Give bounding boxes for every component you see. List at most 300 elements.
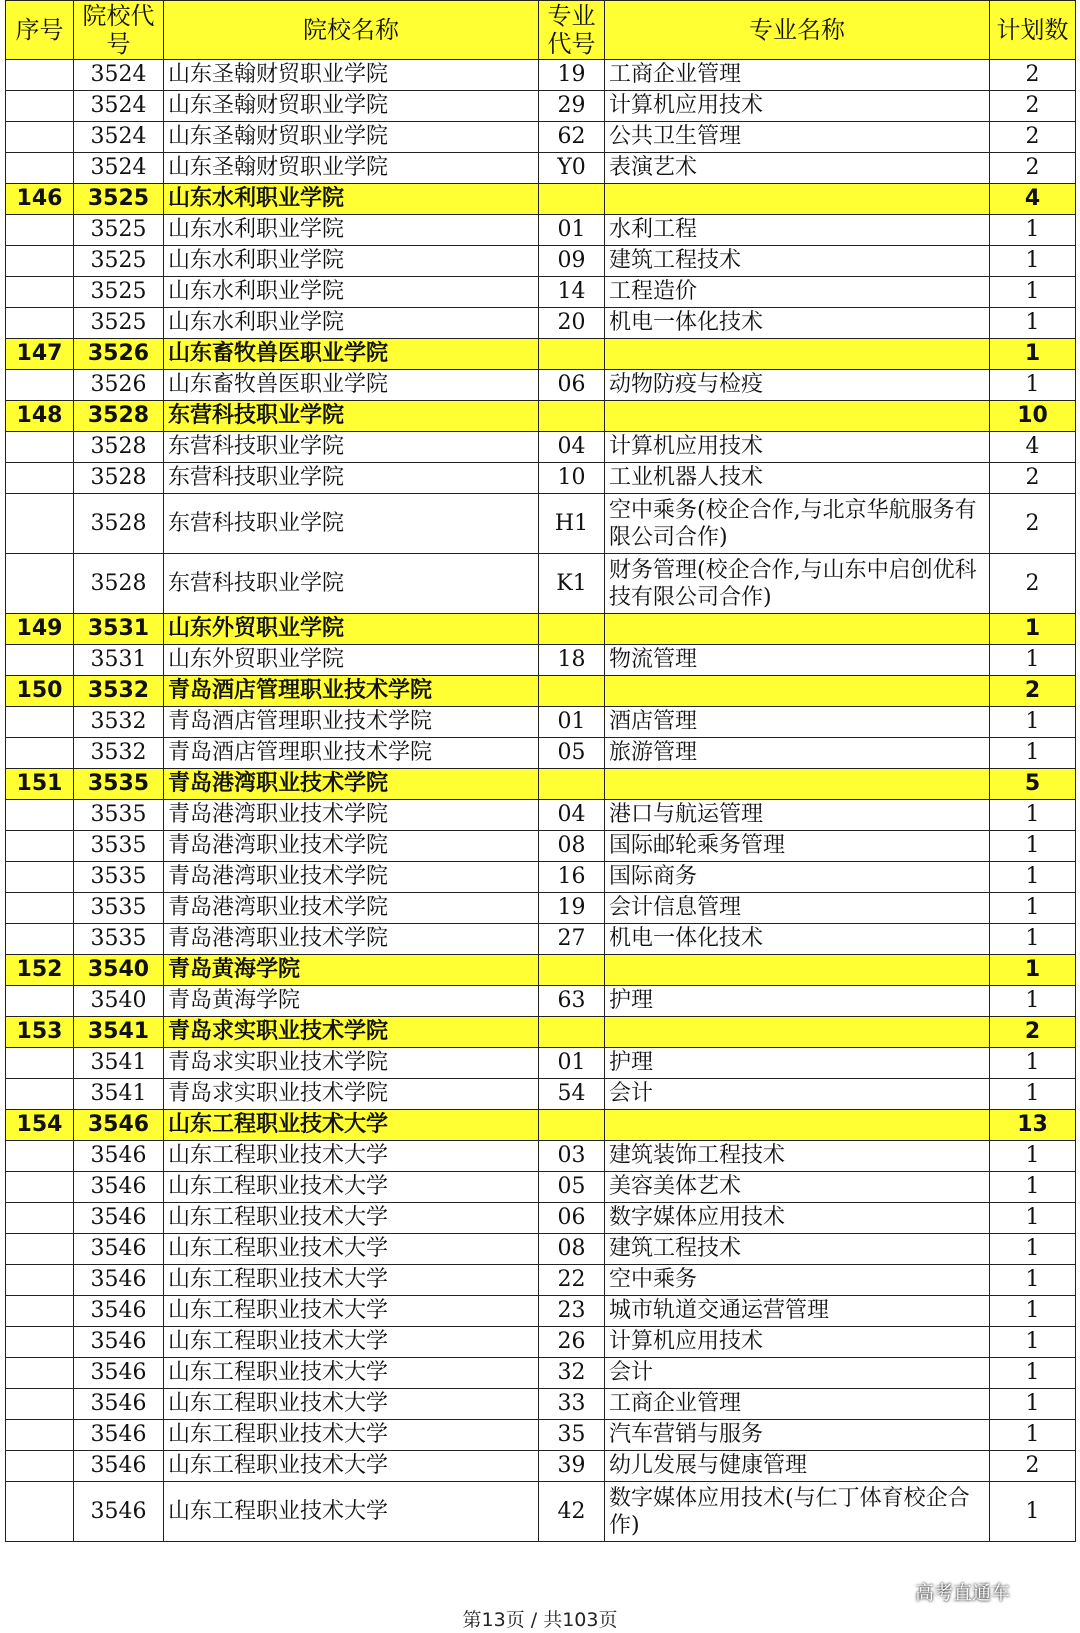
- school-code: 3546: [74, 1234, 164, 1265]
- major-name: 旅游管理: [605, 738, 990, 769]
- school-code: 3546: [74, 1327, 164, 1358]
- seq-empty: [6, 1172, 74, 1203]
- group-major-name-empty: [605, 184, 990, 215]
- major-name: 物流管理: [605, 645, 990, 676]
- school-name: 东营科技职业学院: [164, 432, 539, 463]
- school-name: 山东工程职业技术大学: [164, 1296, 539, 1327]
- enrollment-plan-sheet: [5, 0, 1075, 1542]
- plan-count: 1: [990, 645, 1076, 676]
- plan-count: 2: [990, 463, 1076, 494]
- plan-count: 1: [990, 1234, 1076, 1265]
- plan-count: 1: [990, 1327, 1076, 1358]
- major-code: 20: [539, 308, 605, 339]
- major-name: 护理: [605, 986, 990, 1017]
- school-name: 东营科技职业学院: [164, 463, 539, 494]
- school-code: 3531: [74, 645, 164, 676]
- seq-empty: [6, 554, 74, 614]
- major-name: 空中乘务(校企合作,与北京华航服务有限公司合作): [605, 494, 990, 554]
- seq-empty: [6, 463, 74, 494]
- school-name: 青岛港湾职业技术学院: [164, 893, 539, 924]
- major-name: 水利工程: [605, 215, 990, 246]
- major-row: [6, 707, 1076, 738]
- plan-count: 1: [990, 1172, 1076, 1203]
- plan-count: 1: [990, 1141, 1076, 1172]
- plan-count: 4: [990, 432, 1076, 463]
- major-name: 美容美体艺术: [605, 1172, 990, 1203]
- major-row: [6, 1389, 1076, 1420]
- major-name: 建筑工程技术: [605, 246, 990, 277]
- school-code: 3526: [74, 370, 164, 401]
- major-row: [6, 1203, 1076, 1234]
- school-code: 3524: [74, 122, 164, 153]
- major-code: 09: [539, 246, 605, 277]
- school-code: 3532: [74, 707, 164, 738]
- major-name: 工商企业管理: [605, 1389, 990, 1420]
- major-name: 建筑工程技术: [605, 1234, 990, 1265]
- major-code: 29: [539, 91, 605, 122]
- major-row: [6, 1451, 1076, 1482]
- seq-empty: [6, 1451, 74, 1482]
- school-name: 山东工程职业技术大学: [164, 1265, 539, 1296]
- school-name: 青岛港湾职业技术学院: [164, 862, 539, 893]
- seq-empty: [6, 494, 74, 554]
- major-code: K1: [539, 554, 605, 614]
- group-school-name: 山东水利职业学院: [164, 184, 539, 215]
- school-name: 山东工程职业技术大学: [164, 1327, 539, 1358]
- plan-count: 1: [990, 1358, 1076, 1389]
- major-code: 35: [539, 1420, 605, 1451]
- school-code: 3546: [74, 1141, 164, 1172]
- seq-empty: [6, 1234, 74, 1265]
- seq-empty: [6, 246, 74, 277]
- major-name: 国际商务: [605, 862, 990, 893]
- school-code: 3525: [74, 215, 164, 246]
- group-school-name: 青岛黄海学院: [164, 955, 539, 986]
- major-name: 数字媒体应用技术: [605, 1203, 990, 1234]
- plan-count: 1: [990, 707, 1076, 738]
- major-code: Y0: [539, 153, 605, 184]
- major-row: [6, 122, 1076, 153]
- major-name: 机电一体化技术: [605, 924, 990, 955]
- group-school-name: 山东外贸职业学院: [164, 614, 539, 645]
- seq-empty: [6, 432, 74, 463]
- group-school-code: 3532: [74, 676, 164, 707]
- plan-count: 2: [990, 554, 1076, 614]
- major-row: [6, 1265, 1076, 1296]
- group-plan-total: 1: [990, 955, 1076, 986]
- major-row: [6, 645, 1076, 676]
- school-code: 3535: [74, 800, 164, 831]
- major-name: 会计信息管理: [605, 893, 990, 924]
- school-code: 3528: [74, 432, 164, 463]
- school-name: 山东水利职业学院: [164, 215, 539, 246]
- group-school-code: 3546: [74, 1110, 164, 1141]
- plan-count: 1: [990, 738, 1076, 769]
- plan-count: 2: [990, 494, 1076, 554]
- plan-count: 1: [990, 893, 1076, 924]
- major-row: [6, 463, 1076, 494]
- school-code: 3541: [74, 1048, 164, 1079]
- group-major-code-empty: [539, 676, 605, 707]
- group-school-code: 3531: [74, 614, 164, 645]
- major-row: [6, 831, 1076, 862]
- major-code: 18: [539, 645, 605, 676]
- major-name: 机电一体化技术: [605, 308, 990, 339]
- major-name: 工商企业管理: [605, 60, 990, 91]
- seq-empty: [6, 707, 74, 738]
- group-seq: 147: [6, 339, 74, 370]
- group-school-code: 3528: [74, 401, 164, 432]
- major-row: [6, 800, 1076, 831]
- school-name: 青岛求实职业技术学院: [164, 1079, 539, 1110]
- major-code: 39: [539, 1451, 605, 1482]
- group-major-name-empty: [605, 614, 990, 645]
- group-major-code-empty: [539, 401, 605, 432]
- seq-empty: [6, 277, 74, 308]
- group-plan-total: 13: [990, 1110, 1076, 1141]
- seq-empty: [6, 370, 74, 401]
- major-row: [6, 1141, 1076, 1172]
- school-name: 山东圣翰财贸职业学院: [164, 60, 539, 91]
- school-code: 3541: [74, 1079, 164, 1110]
- major-row: [6, 432, 1076, 463]
- major-row: [6, 862, 1076, 893]
- major-row: [6, 494, 1076, 554]
- seq-empty: [6, 924, 74, 955]
- school-code: 3525: [74, 308, 164, 339]
- school-name: 山东水利职业学院: [164, 308, 539, 339]
- group-school-code: 3525: [74, 184, 164, 215]
- school-name: 山东畜牧兽医职业学院: [164, 370, 539, 401]
- major-row: [6, 1079, 1076, 1110]
- major-code: 54: [539, 1079, 605, 1110]
- school-code: 3546: [74, 1451, 164, 1482]
- major-name: 计算机应用技术: [605, 432, 990, 463]
- school-name: 青岛港湾职业技术学院: [164, 924, 539, 955]
- group-major-code-empty: [539, 614, 605, 645]
- group-plan-total: 1: [990, 614, 1076, 645]
- major-row: [6, 554, 1076, 614]
- plan-count: 1: [990, 246, 1076, 277]
- school-name: 山东圣翰财贸职业学院: [164, 91, 539, 122]
- plan-count: 1: [990, 1389, 1076, 1420]
- seq-empty: [6, 831, 74, 862]
- school-code: 3532: [74, 738, 164, 769]
- plan-count: 1: [990, 862, 1076, 893]
- plan-count: 1: [990, 1079, 1076, 1110]
- seq-empty: [6, 738, 74, 769]
- seq-empty: [6, 893, 74, 924]
- major-code: 26: [539, 1327, 605, 1358]
- major-row: [6, 1296, 1076, 1327]
- major-name: 汽车营销与服务: [605, 1420, 990, 1451]
- group-seq: 149: [6, 614, 74, 645]
- major-code: 08: [539, 831, 605, 862]
- group-major-code-empty: [539, 1017, 605, 1048]
- school-name: 山东外贸职业学院: [164, 645, 539, 676]
- major-code: 04: [539, 432, 605, 463]
- group-major-name-empty: [605, 339, 990, 370]
- school-code: 3535: [74, 831, 164, 862]
- school-name: 山东工程职业技术大学: [164, 1203, 539, 1234]
- school-name: 山东工程职业技术大学: [164, 1482, 539, 1542]
- group-school-code: 3541: [74, 1017, 164, 1048]
- seq-empty: [6, 1079, 74, 1110]
- group-major-name-empty: [605, 401, 990, 432]
- plan-count: 1: [990, 1420, 1076, 1451]
- school-group-row: [6, 401, 1076, 432]
- plan-count: 1: [990, 215, 1076, 246]
- seq-empty: [6, 986, 74, 1017]
- group-seq: 148: [6, 401, 74, 432]
- group-major-name-empty: [605, 955, 990, 986]
- major-name: 表演艺术: [605, 153, 990, 184]
- major-row: [6, 308, 1076, 339]
- seq-empty: [6, 1203, 74, 1234]
- major-row: [6, 215, 1076, 246]
- group-major-name-empty: [605, 1110, 990, 1141]
- major-row: [6, 1172, 1076, 1203]
- major-code: 10: [539, 463, 605, 494]
- school-code: 3525: [74, 277, 164, 308]
- school-group-row: [6, 1017, 1076, 1048]
- school-name: 山东工程职业技术大学: [164, 1172, 539, 1203]
- seq-empty: [6, 862, 74, 893]
- major-name: 城市轨道交通运营管理: [605, 1296, 990, 1327]
- seq-empty: [6, 800, 74, 831]
- major-row: [6, 277, 1076, 308]
- major-name: 财务管理(校企合作,与山东中启创优科技有限公司合作): [605, 554, 990, 614]
- seq-empty: [6, 645, 74, 676]
- school-name: 青岛黄海学院: [164, 986, 539, 1017]
- group-plan-total: 2: [990, 676, 1076, 707]
- plan-count: 1: [990, 277, 1076, 308]
- major-name: 幼儿发展与健康管理: [605, 1451, 990, 1482]
- group-school-code: 3540: [74, 955, 164, 986]
- seq-empty: [6, 91, 74, 122]
- major-code: 06: [539, 370, 605, 401]
- school-name: 东营科技职业学院: [164, 554, 539, 614]
- seq-empty: [6, 60, 74, 91]
- school-code: 3546: [74, 1389, 164, 1420]
- major-code: 62: [539, 122, 605, 153]
- seq-empty: [6, 1389, 74, 1420]
- seq-empty: [6, 1141, 74, 1172]
- table-header-row: [6, 1, 1076, 60]
- major-code: 01: [539, 1048, 605, 1079]
- major-code: 16: [539, 862, 605, 893]
- major-code: 05: [539, 1172, 605, 1203]
- plan-count: 2: [990, 1451, 1076, 1482]
- major-code: 63: [539, 986, 605, 1017]
- group-seq: 150: [6, 676, 74, 707]
- school-group-row: [6, 955, 1076, 986]
- group-major-code-empty: [539, 184, 605, 215]
- seq-empty: [6, 215, 74, 246]
- school-code: 3546: [74, 1482, 164, 1542]
- major-code: 04: [539, 800, 605, 831]
- plan-count: 1: [990, 1296, 1076, 1327]
- group-major-name-empty: [605, 769, 990, 800]
- plan-count: 2: [990, 153, 1076, 184]
- school-name: 山东圣翰财贸职业学院: [164, 153, 539, 184]
- major-name: 公共卫生管理: [605, 122, 990, 153]
- major-name: 工业机器人技术: [605, 463, 990, 494]
- school-code: 3540: [74, 986, 164, 1017]
- major-row: [6, 738, 1076, 769]
- major-name: 会计: [605, 1358, 990, 1389]
- school-code: 3535: [74, 862, 164, 893]
- group-school-code: 3535: [74, 769, 164, 800]
- school-name: 青岛港湾职业技术学院: [164, 800, 539, 831]
- plan-count: 2: [990, 60, 1076, 91]
- group-school-name: 青岛港湾职业技术学院: [164, 769, 539, 800]
- major-row: [6, 1234, 1076, 1265]
- school-name: 山东工程职业技术大学: [164, 1141, 539, 1172]
- seq-empty: [6, 1482, 74, 1542]
- group-plan-total: 1: [990, 339, 1076, 370]
- school-code: 3528: [74, 494, 164, 554]
- major-row: [6, 1048, 1076, 1079]
- plan-count: 1: [990, 370, 1076, 401]
- group-seq: 146: [6, 184, 74, 215]
- school-name: 山东工程职业技术大学: [164, 1234, 539, 1265]
- plan-count: 1: [990, 308, 1076, 339]
- seq-empty: [6, 122, 74, 153]
- seq-empty: [6, 1296, 74, 1327]
- group-major-name-empty: [605, 676, 990, 707]
- major-code: 27: [539, 924, 605, 955]
- table-body: [6, 60, 1076, 1542]
- group-major-code-empty: [539, 955, 605, 986]
- major-name: 数字媒体应用技术(与仁丁体育校企合作): [605, 1482, 990, 1542]
- enrollment-plan-table: [5, 0, 1076, 1542]
- school-code: 3535: [74, 893, 164, 924]
- major-row: [6, 91, 1076, 122]
- school-name: 山东工程职业技术大学: [164, 1451, 539, 1482]
- school-code: 3546: [74, 1358, 164, 1389]
- major-name: 会计: [605, 1079, 990, 1110]
- header-seq: 序号: [6, 1, 74, 60]
- plan-count: 1: [990, 1482, 1076, 1542]
- header-major-name: 专业名称: [605, 1, 990, 60]
- seq-empty: [6, 1265, 74, 1296]
- school-code: 3546: [74, 1265, 164, 1296]
- major-name: 空中乘务: [605, 1265, 990, 1296]
- header-plan: 计划数: [990, 1, 1076, 60]
- seq-empty: [6, 1048, 74, 1079]
- major-name: 建筑装饰工程技术: [605, 1141, 990, 1172]
- school-group-row: [6, 184, 1076, 215]
- group-major-code-empty: [539, 769, 605, 800]
- school-code: 3525: [74, 246, 164, 277]
- group-school-name: 东营科技职业学院: [164, 401, 539, 432]
- plan-count: 1: [990, 986, 1076, 1017]
- major-name: 港口与航运管理: [605, 800, 990, 831]
- seq-empty: [6, 1420, 74, 1451]
- brand-watermark: 高考直通车: [914, 1582, 1010, 1604]
- seq-empty: [6, 153, 74, 184]
- major-code: 01: [539, 215, 605, 246]
- major-row: [6, 986, 1076, 1017]
- major-row: [6, 246, 1076, 277]
- school-code: 3524: [74, 153, 164, 184]
- header-major-code: 专业代号: [539, 1, 605, 60]
- school-group-row: [6, 1110, 1076, 1141]
- school-name: 青岛酒店管理职业技术学院: [164, 738, 539, 769]
- major-row: [6, 893, 1076, 924]
- school-code: 3524: [74, 60, 164, 91]
- school-name: 青岛港湾职业技术学院: [164, 831, 539, 862]
- plan-count: 2: [990, 91, 1076, 122]
- major-code: 03: [539, 1141, 605, 1172]
- school-name: 山东工程职业技术大学: [164, 1420, 539, 1451]
- major-name: 护理: [605, 1048, 990, 1079]
- group-school-name: 青岛求实职业技术学院: [164, 1017, 539, 1048]
- group-seq: 153: [6, 1017, 74, 1048]
- major-code: 19: [539, 60, 605, 91]
- major-name: 酒店管理: [605, 707, 990, 738]
- major-code: 06: [539, 1203, 605, 1234]
- major-code: 19: [539, 893, 605, 924]
- group-plan-total: 5: [990, 769, 1076, 800]
- major-row: [6, 1482, 1076, 1542]
- group-plan-total: 10: [990, 401, 1076, 432]
- group-major-name-empty: [605, 1017, 990, 1048]
- major-row: [6, 153, 1076, 184]
- school-name: 山东工程职业技术大学: [164, 1389, 539, 1420]
- header-school-code: 院校代号: [74, 1, 164, 60]
- seq-empty: [6, 308, 74, 339]
- major-name: 国际邮轮乘务管理: [605, 831, 990, 862]
- school-name: 山东水利职业学院: [164, 277, 539, 308]
- school-code: 3528: [74, 463, 164, 494]
- major-row: [6, 1327, 1076, 1358]
- plan-count: 1: [990, 831, 1076, 862]
- major-code: 33: [539, 1389, 605, 1420]
- school-code: 3546: [74, 1203, 164, 1234]
- page-footer: 第13页 / 共103页: [462, 1609, 618, 1631]
- header-school-name: 院校名称: [164, 1, 539, 60]
- plan-count: 1: [990, 924, 1076, 955]
- major-code: 05: [539, 738, 605, 769]
- major-code: 32: [539, 1358, 605, 1389]
- major-row: [6, 1420, 1076, 1451]
- group-school-name: 山东畜牧兽医职业学院: [164, 339, 539, 370]
- major-code: H1: [539, 494, 605, 554]
- group-plan-total: 2: [990, 1017, 1076, 1048]
- plan-count: 1: [990, 1048, 1076, 1079]
- school-code: 3528: [74, 554, 164, 614]
- plan-count: 1: [990, 1265, 1076, 1296]
- major-row: [6, 1358, 1076, 1389]
- group-seq: 154: [6, 1110, 74, 1141]
- school-code: 3546: [74, 1296, 164, 1327]
- plan-count: 2: [990, 122, 1076, 153]
- school-name: 青岛求实职业技术学院: [164, 1048, 539, 1079]
- major-code: 22: [539, 1265, 605, 1296]
- school-code: 3535: [74, 924, 164, 955]
- major-code: 14: [539, 277, 605, 308]
- group-school-name: 山东工程职业技术大学: [164, 1110, 539, 1141]
- school-name: 东营科技职业学院: [164, 494, 539, 554]
- major-name: 动物防疫与检疫: [605, 370, 990, 401]
- school-group-row: [6, 614, 1076, 645]
- school-code: 3524: [74, 91, 164, 122]
- school-group-row: [6, 769, 1076, 800]
- major-name: 计算机应用技术: [605, 1327, 990, 1358]
- group-school-name: 青岛酒店管理职业技术学院: [164, 676, 539, 707]
